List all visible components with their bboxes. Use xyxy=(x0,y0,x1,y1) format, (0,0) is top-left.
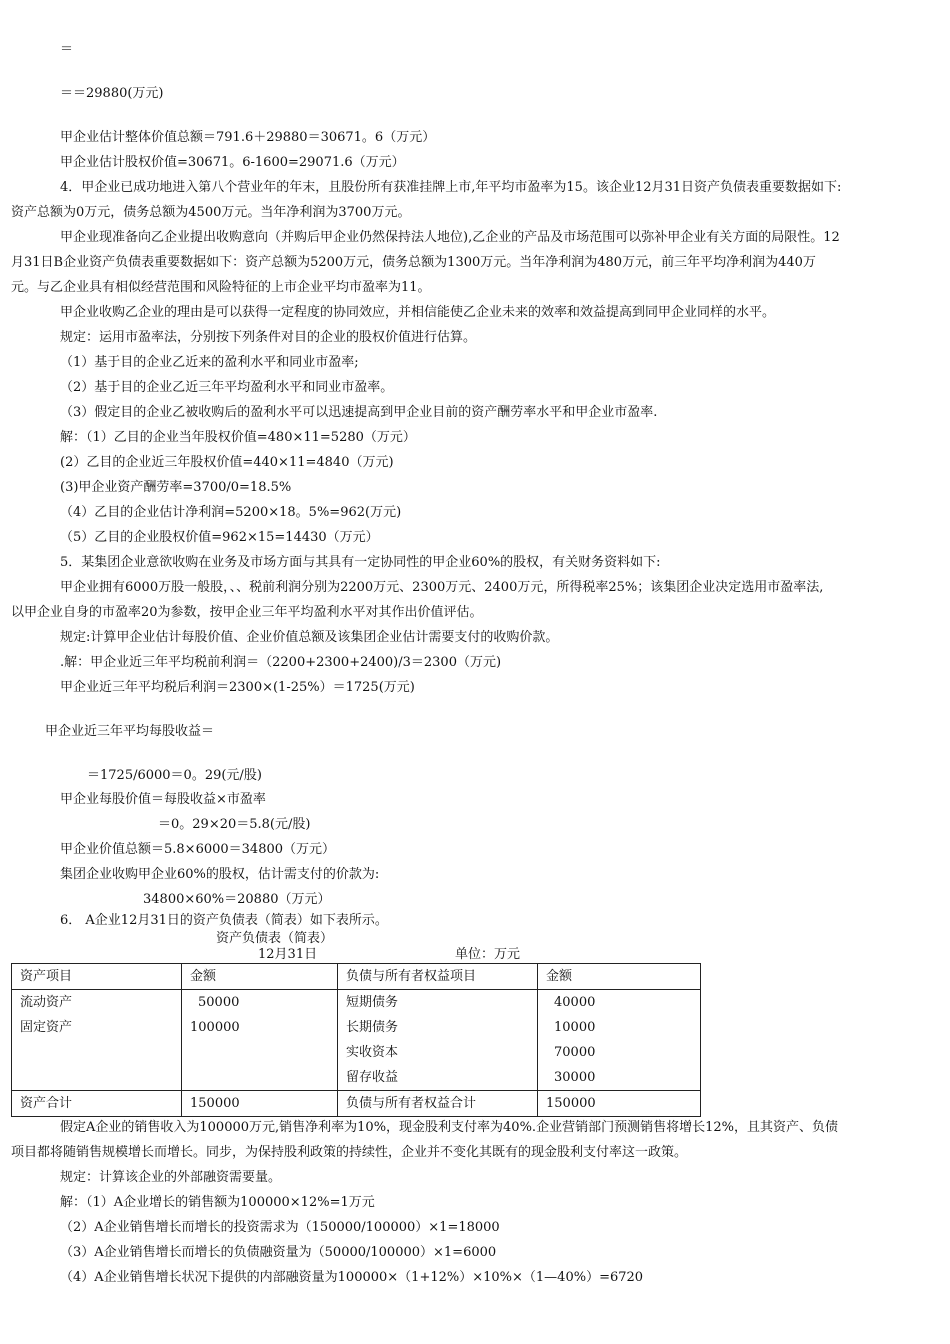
problem-4-line: 资产总额为0万元，债务总额为4500万元。当年净利润为3700万元。 xyxy=(11,205,411,220)
requirement-line: 规定:计算甲企业估计每股价值、企业价值总额及该集团企业估计需要支付的收购价款。 xyxy=(60,630,559,645)
table-total-row xyxy=(12,1091,701,1117)
liability-name: 实收资本 xyxy=(346,1045,399,1060)
table-title: 资产负债表（简表） xyxy=(216,931,334,946)
total-liab-amount: 150000 xyxy=(538,1091,701,1117)
table-row xyxy=(12,990,701,1091)
solution-line: 集团企业收购甲企业60%的股权，估计需支付的价款为: xyxy=(60,867,380,882)
solution-line: 解：（1）A企业增长的销售额为100000×12%=1万元 xyxy=(60,1195,375,1210)
solution-line: ＝0。29×20＝5.8(元/股) xyxy=(158,817,311,832)
solution-line: 甲企业近三年平均税后利润＝2300×(1-25%）＝1725(万元) xyxy=(60,680,415,695)
paragraph-line: 假定A企业的销售收入为100000万元,销售净利率为10%，现金股利支付率为40%.企业营销部门预测销售将增长12%，且其资产、负债 xyxy=(60,1120,838,1135)
table-header-row xyxy=(12,964,701,990)
liability-amount: 40000 xyxy=(554,995,596,1010)
requirement-line: 规定：计算该企业的外部融资需要量。 xyxy=(60,1170,282,1185)
problem-5-line: 5．某集团企业意欲收购在业务及市场方面与其具有一定协同性的甲企业60%的股权，有关财务资料如下: xyxy=(60,555,661,570)
paragraph-line: 项目都将随销售规模增长而增长。同步，为保持股利政策的持续性，企业并不变化其既有的现金股利支付率这一政策。 xyxy=(11,1145,688,1160)
solution-line: （4）乙目的企业估计净利润=5200×18。5%=962(万元) xyxy=(60,505,402,520)
solution-line: .解：甲企业近三年平均税前利润＝（2200+2300+2400)/3＝2300（万元) xyxy=(60,655,502,670)
problem-6-line: 6． A企业12月31日的资产负债表（简表）如下表所示。 xyxy=(60,913,388,928)
total-assets-label: 资产合计 xyxy=(12,1091,182,1117)
asset-name: 流动资产 xyxy=(20,995,73,1010)
paragraph-line: 甲企业现准备向乙企业提出收购意向（并购后甲企业仍然保持法人地位),乙企业的产品及市场范围可以弥补甲企业有关方面的局限性。12 xyxy=(60,230,840,245)
solution-line: （4）A企业销售增长状况下提供的内部融资量为100000×（1+12%）×10%×（1—40%）=6720 xyxy=(60,1270,644,1285)
paragraph-line: 以甲企业自身的市盈率20为参数，按甲企业三年平均盈利水平对其作出价值评估。 xyxy=(11,605,483,620)
solution-line: 甲企业价值总额＝5.8×6000＝34800（万元） xyxy=(60,842,336,857)
liability-name: 长期债务 xyxy=(346,1020,399,1035)
liability-amount: 30000 xyxy=(554,1070,596,1085)
liability-name: 短期债务 xyxy=(346,995,399,1010)
text-line: 甲企业估计股权价值=30671。6-1600=29071.6（万元） xyxy=(60,155,405,170)
equation-line: ＝ xyxy=(60,42,74,57)
solution-line: （2）A企业销售增长而增长的投资需求为（150000/100000）×1=18000 xyxy=(60,1220,500,1235)
list-item: （3）假定目的企业乙被收购后的盈利水平可以迅速提高到甲企业目前的资产酬劳率水平和甲企业市盈率. xyxy=(60,405,658,420)
liability-name: 留存收益 xyxy=(346,1070,399,1085)
list-item: （1）基于目的企业乙近来的盈利水平和同业市盈率; xyxy=(60,355,359,370)
list-item: （2）基于目的企业乙近三年平均盈利水平和同业市盈率。 xyxy=(60,380,394,395)
asset-name: 固定资产 xyxy=(20,1020,73,1035)
solution-line: (3)甲企业资产酬劳率=3700/0=18.5% xyxy=(60,480,292,495)
asset-amount: 50000 xyxy=(198,995,240,1010)
liability-names-cell xyxy=(338,990,538,1091)
solution-line: 34800×60%＝20880（万元） xyxy=(143,892,331,907)
total-assets-amount: 150000 xyxy=(182,1091,338,1117)
paragraph-line: 月31日B企业资产负债表重要数据如下：资产总额为5200万元，债务总额为1300万元。当年净利润为480万元，前三年平均净利润为440万 xyxy=(11,255,816,270)
liability-amounts-cell xyxy=(538,990,701,1091)
paragraph-line: 元。与乙企业具有相似经营范围和风险特征的上市企业平均市盈率为11。 xyxy=(11,280,431,295)
solution-line: （3）A企业销售增长而增长的负债融资量为（50000/100000）×1=6000 xyxy=(60,1245,497,1260)
header-cell: 金额 xyxy=(538,964,701,990)
paragraph-line: 甲企业拥有6000万股一般股，、、税前利润分别为2200万元、2300万元、2400万元，所得税率25%；该集团企业决定选用市盈率法, xyxy=(60,580,824,595)
solution-line: 解：（1）乙目的企业当年股权价值=480×11=5280（万元） xyxy=(60,430,416,445)
header-cell: 负债与所有者权益项目 xyxy=(338,964,538,990)
liability-amount: 10000 xyxy=(554,1020,596,1035)
table-unit: 单位：万元 xyxy=(455,947,521,962)
solution-line: （5）乙目的企业股权价值=962×15=14430（万元） xyxy=(60,530,379,545)
table-date: 12月31日 xyxy=(258,947,318,962)
solution-line: (2）乙目的企业近三年股权价值=440×11=4840（万元) xyxy=(60,455,394,470)
header-cell: 资产项目 xyxy=(12,964,182,990)
liability-amount: 70000 xyxy=(554,1045,596,1060)
solution-line: 甲企业近三年平均每股收益＝ xyxy=(45,724,215,739)
text-line: 甲企业估计整体价值总额＝791.6＋29880＝30671。6（万元） xyxy=(60,130,436,145)
header-cell: 金额 xyxy=(182,964,338,990)
asset-amount: 100000 xyxy=(190,1020,240,1035)
paragraph-line: 甲企业收购乙企业的理由是可以获得一定程度的协同效应，并相信能使乙企业未来的效率和效益提高到同甲企业同样的水平。 xyxy=(60,305,776,320)
equation-line: ＝＝29880(万元) xyxy=(60,86,164,101)
problem-4-line: 4．甲企业已成功地进入第八个营业年的年末，且股份所有获准挂牌上市,年平均市盈率为15。该企业12月31日资产负债表重要数据如下: xyxy=(60,180,842,195)
solution-line: 甲企业每股价值＝每股收益×市盈率 xyxy=(60,792,266,807)
total-liab-label: 负债与所有者权益合计 xyxy=(338,1091,538,1117)
balance-sheet-table xyxy=(11,963,701,1117)
requirement-line: 规定：运用市盈率法，分别按下列条件对目的企业的股权价值进行估算。 xyxy=(60,330,477,345)
asset-names-cell xyxy=(12,990,182,1091)
asset-amounts-cell xyxy=(182,990,338,1091)
solution-line: ＝1725/6000＝0。29(元/股) xyxy=(87,768,262,783)
